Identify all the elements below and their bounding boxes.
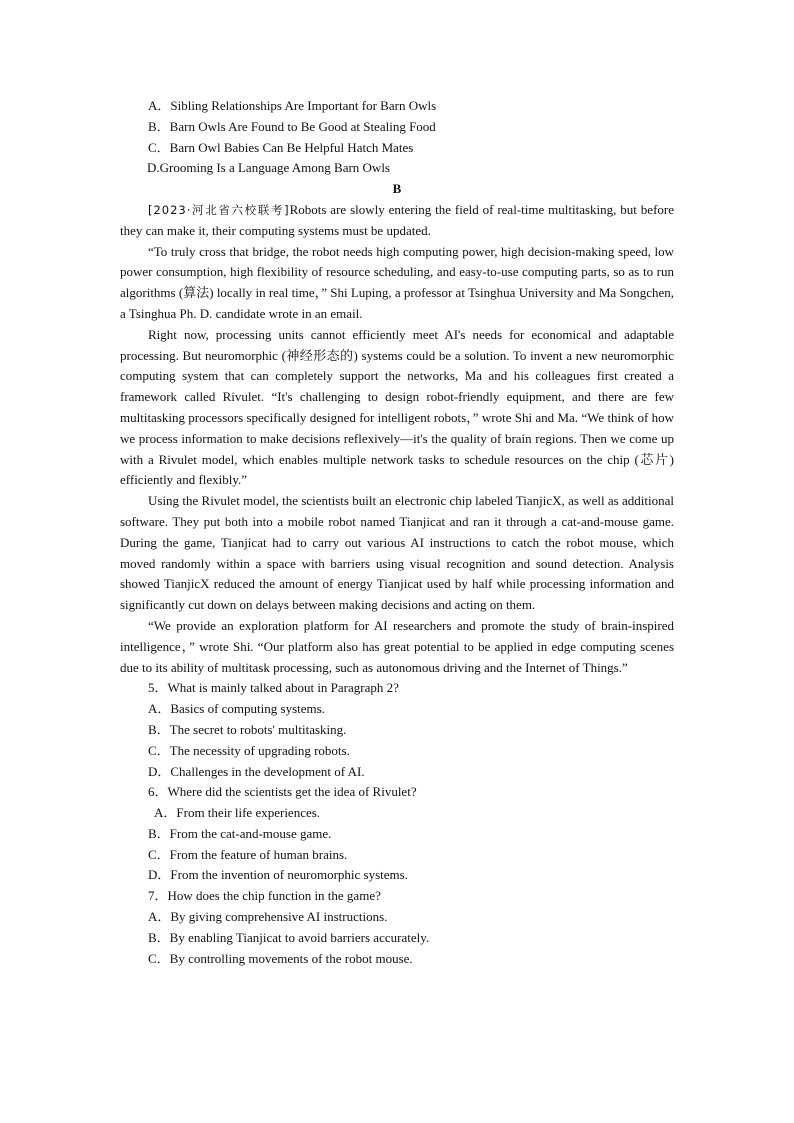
- document-page: [120, 96, 674, 969]
- question-6-option-a: A．From their life experiences.: [154, 805, 321, 821]
- passage-source: [2023·河北省六校联考]: [148, 202, 290, 217]
- question-6-option-c: C．From the feature of human brains.: [148, 846, 348, 862]
- passage-paragraph-4: Using the Rivulet model, the scientists built an electronic chip labeled TianjicX, as well as additional software. They put both into a mobile robot named Tianjicat and ran it through a cat-and-mouse game. During the game, Tianjicat had to carry out various AI instructions to catch the robot mouse, which moved randomly within a space with barriers using visual recognition and sound detection. Analysis showed TianjicX reduced the amount of energy Tianjicat used by half while processing information and significantly cut down on delays between making decisions and acting on them.: [120, 493, 674, 613]
- passage-paragraph-3: Right now, processing units cannot efficiently meet AI's needs for economical and adaptable processing. But neuromorphic (神经形态的) systems could be a solution. To invent a new neuromorphic computing system that can completely support the networks, Ma and his colleagues first created a framework called Rivulet. “It's challenging to design robot-friendly equipment, and there are few multitasking processors specifically designed for intelligent robots，” wrote Shi and Ma. “We think of how we process information to make decisions reflexively—it's the quality of brain regions. Then we come up with a Rivulet model, which enables multiple network tasks to schedule resources on the chip (芯片) efficiently and flexibly.”: [120, 326, 674, 488]
- passage-paragraph-5: “We provide an exploration platform for AI researchers and promote the study of brain-inspired intelligence，” wrote Shi. “Our platform also has great potential to be applied in edge computing scenes due to its ability of multitask processing, such as autonomous driving and the Internet of Things.”: [120, 617, 674, 675]
- question-7-stem: 7．How does the chip function in the game?: [148, 888, 381, 904]
- question-7-option-c: C．By controlling movements of the robot mouse.: [148, 950, 413, 966]
- question-5-option-d: D．Challenges in the development of AI.: [148, 763, 365, 779]
- passage-paragraph-1: [120, 200, 674, 242]
- question-5-option-c: C．The necessity of upgrading robots.: [148, 742, 350, 758]
- question-6-option-d: D．From the invention of neuromorphic systems.: [148, 867, 408, 883]
- prev-option-d: D.Grooming Is a Language Among Barn Owls: [147, 160, 390, 176]
- question-7-option-a: A．By giving comprehensive AI instructions.: [148, 909, 388, 925]
- prev-option-a: A．Sibling Relationships Are Important for Barn Owls: [148, 98, 437, 113]
- section-label: B: [392, 181, 402, 197]
- question-5-option-b: B．The secret to robots' multitasking.: [148, 721, 347, 737]
- prev-option-b: B．Barn Owls Are Found to Be Good at Stealing Food: [148, 118, 436, 134]
- prev-option-c: C．Barn Owl Babies Can Be Helpful Hatch Mates: [148, 139, 414, 155]
- passage-paragraph-1-text: Robots are slowly entering the field of real-time multitasking, but before they can make it, their computing systems must be updated.: [120, 201, 674, 238]
- question-5-option-a: A．Basics of computing systems.: [148, 701, 325, 717]
- question-7-option-b: B．By enabling Tianjicat to avoid barriers accurately.: [148, 929, 430, 945]
- question-6-stem: 6．Where did the scientists get the idea of Rivulet?: [148, 784, 417, 800]
- question-6-option-b: B．From the cat-and-mouse game.: [148, 825, 332, 841]
- passage-paragraph-2: “To truly cross that bridge, the robot needs high computing power, high decision-making speed, low power consumption, high flexibility of resource scheduling, and easy-to-use computing parts, so as to run algorithms (算法) locally in real time，” Shi Luping, a professor at Tsinghua University and Ma Songchen, a Tsinghua Ph. D. candidate wrote in an email.: [120, 243, 674, 321]
- question-5-stem: 5．What is mainly talked about in Paragraph 2?: [148, 680, 399, 696]
